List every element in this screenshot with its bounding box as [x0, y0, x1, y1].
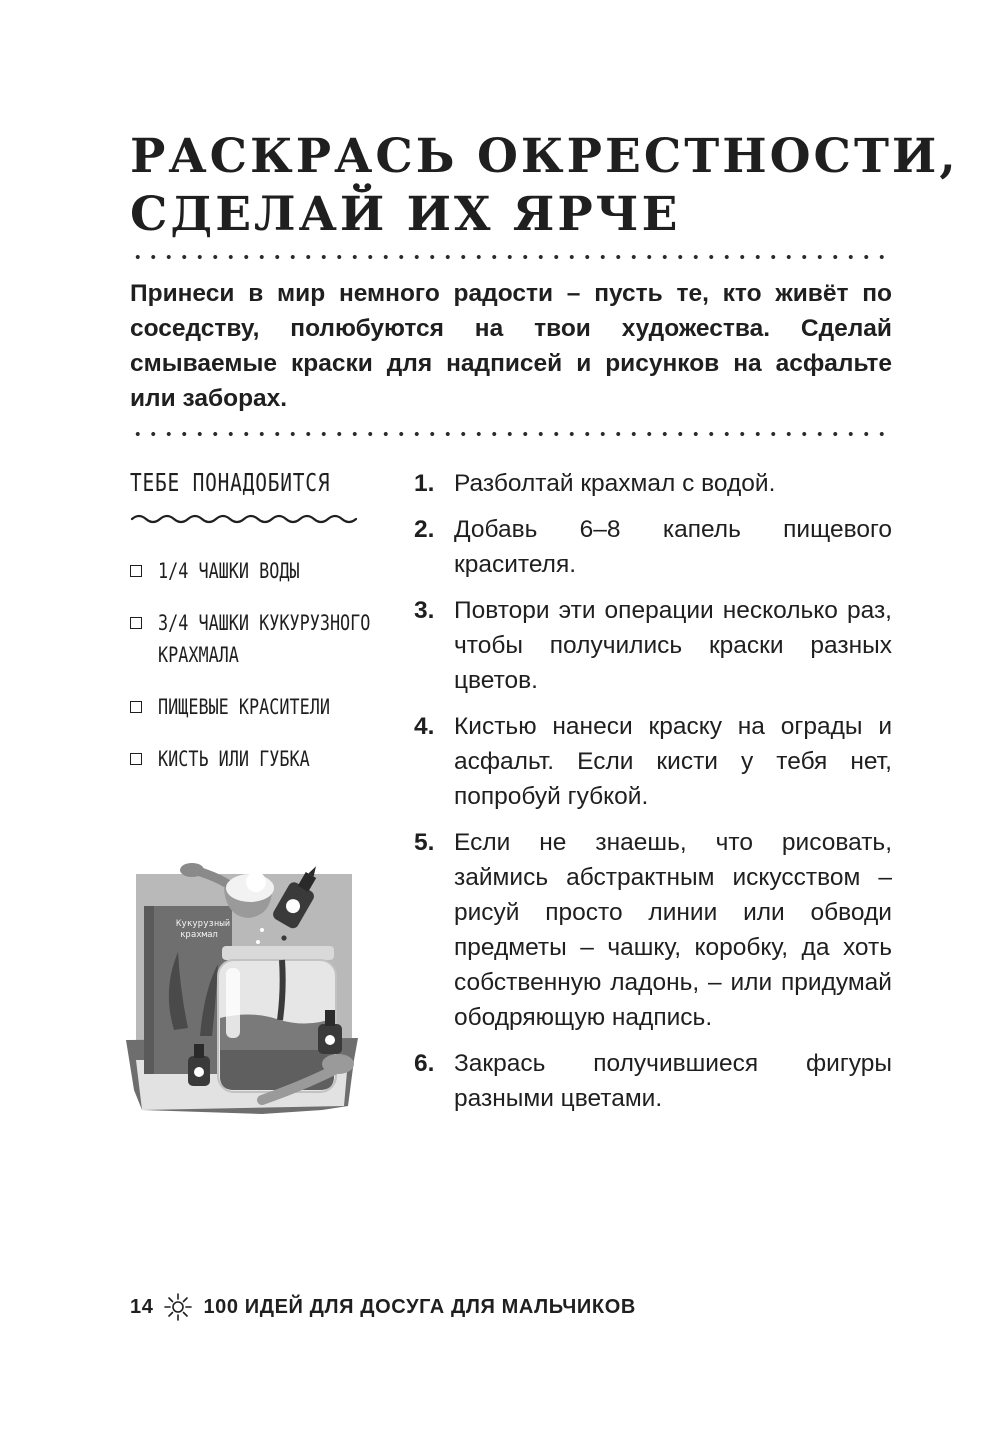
step-number: 6.	[414, 1050, 435, 1077]
materials-item-text: ПИЩЕВЫЕ КРАСИТЕЛИ	[158, 695, 330, 719]
step-item	[414, 1046, 892, 1116]
checkbox-icon	[130, 565, 142, 577]
step-text: Добавь 6–8 капель пищевого красителя.	[454, 516, 892, 578]
materials-item	[130, 555, 448, 587]
step-number: 3.	[414, 597, 435, 624]
materials-item	[130, 691, 448, 723]
materials-item-text: 3/4 ЧАШКИ КУКУРУЗНОГО КРАХМАЛА	[158, 611, 371, 667]
materials-item-text: 1/4 ЧАШКИ ВОДЫ	[158, 559, 300, 583]
book-title: 100 ИДЕЙ ДЛЯ ДОСУГА ДЛЯ МАЛЬЧИКОВ	[203, 1295, 636, 1318]
dotted-divider-bottom	[130, 432, 892, 436]
checkbox-icon	[130, 617, 142, 629]
materials-list	[130, 555, 448, 795]
step-text: Если не знаешь, что рисовать, займись абстрактным искусством – рисуй просто линии или обводи предметы – чашку, коробку, да хоть собственную ладонь, – или придумай ободряющую надпись.	[454, 829, 892, 1031]
step-number: 2.	[414, 516, 435, 543]
materials-item	[130, 743, 448, 775]
step-item	[414, 512, 892, 582]
step-number: 1.	[414, 470, 435, 497]
wavy-underline-icon	[130, 513, 362, 525]
step-text: Закрась получившиеся фигуры разными цветами.	[454, 1050, 892, 1112]
materials-item	[130, 607, 448, 671]
step-item	[414, 709, 892, 814]
page-number: 14	[130, 1295, 154, 1318]
step-text: Разболтай крахмал с водой.	[454, 470, 776, 497]
step-number: 5.	[414, 829, 435, 856]
materials-item-text: КИСТЬ ИЛИ ГУБКА	[158, 747, 310, 771]
intro-paragraph: Принеси в мир немного радости – пусть те, кто живёт по соседству, полюбуются на твои художества. Сделай смываемые краски для надписей и рисунков на асфальте или заборах.	[130, 280, 892, 412]
steps-list	[414, 466, 892, 1127]
step-item	[414, 825, 892, 1035]
checkbox-icon	[130, 753, 142, 765]
page-title	[130, 128, 959, 244]
step-text: Кистью нанеси краску на ограды и асфальт. Если кисти у тебя нет, попробуй губкой.	[454, 713, 892, 810]
page-title-line-1: РАСКРАСЬ ОКРЕСТНОСТИ,	[130, 129, 959, 184]
step-item	[414, 593, 892, 698]
dotted-divider-top	[130, 255, 892, 259]
step-item	[414, 466, 892, 501]
step-number: 4.	[414, 713, 435, 740]
checkbox-icon	[130, 701, 142, 713]
paint-jar-illustration	[122, 860, 362, 1120]
step-text: Повтори эти операции несколько раз, чтобы получились краски разных цветов.	[454, 597, 892, 694]
page-footer	[130, 1292, 636, 1322]
sun-icon	[163, 1292, 193, 1322]
box-label-line-1: Кукурузный	[176, 919, 231, 929]
materials-heading: ТЕБЕ ПОНАДОБИТСЯ	[130, 468, 331, 497]
box-label-line-2: крахмал	[180, 930, 218, 940]
page-title-line-2: СДЕЛАЙ ИХ ЯРЧЕ	[130, 187, 681, 242]
